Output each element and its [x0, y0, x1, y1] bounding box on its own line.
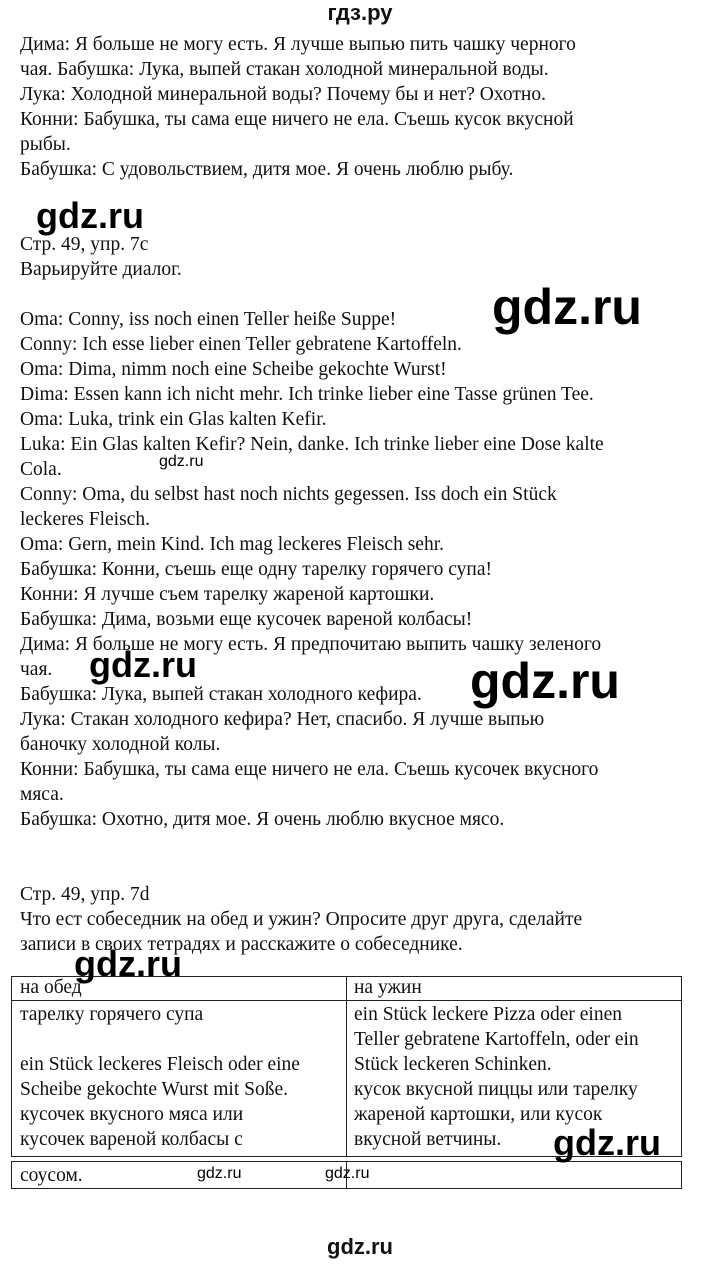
dialog-line: Conny: Ich esse lieber einen Teller gebratene Kartoffeln.: [20, 334, 462, 355]
watermark: gdz.ru: [553, 1122, 661, 1163]
table-cell: вкусной ветчины.: [354, 1129, 502, 1150]
text-line: рыбы.: [20, 134, 71, 155]
table-cell: ein Stück leckeres Fleisch oder eine: [20, 1054, 300, 1075]
dialog-line: Конни: Я лучше съем тарелку жареной картошки.: [20, 584, 435, 605]
table-cell: соусом.: [20, 1165, 83, 1186]
dialog-line: Luka: Ein Glas kalten Kefir? Nein, danke. Ich trinke lieber eine Dose kalte: [20, 434, 604, 455]
dialog-line: Dima: Essen kann ich nicht mehr. Ich trinke lieber eine Tasse grünen Tee.: [20, 384, 594, 405]
dialog-line: Oma: Conny, iss noch einen Teller heiße Suppe!: [20, 309, 397, 330]
watermark: gdz.ru: [89, 644, 197, 685]
text-line: Дима: Я больше не могу есть. Я лучше выпью пить чашку черного: [20, 34, 576, 55]
table-header-dinner: на ужин: [354, 977, 422, 998]
table-cell: Teller gebratene Kartoffeln, oder ein: [354, 1029, 639, 1050]
dialog-line: чая.: [20, 659, 53, 680]
table-cell: тарелку горячего супа: [20, 1004, 204, 1025]
dialog-line: Дима: Я больше не могу есть. Я предпочитаю выпить чашку зеленого: [20, 634, 602, 655]
section-heading: Стр. 49, упр. 7c: [20, 234, 149, 255]
text-line: Лука: Холодной минеральной воды? Почему бы и нет? Охотно.: [20, 84, 546, 105]
table-cell: Scheibe gekochte Wurst mit Soße.: [20, 1079, 289, 1100]
site-header: гдз.ру: [327, 0, 393, 25]
dialog-line: Бабушка: Дима, возьми еще кусочек вареной колбасы!: [20, 609, 473, 630]
dialog-line: баночку холодной колы.: [20, 734, 221, 755]
watermark: gdz.ru: [470, 653, 620, 709]
dialog-line: Cola.: [20, 459, 62, 480]
dialog-line: Бабушка: Конни, съешь еще одну тарелку горячего супа!: [20, 559, 492, 580]
table-header-lunch: на обед: [20, 977, 82, 998]
watermark: gdz.ru: [159, 453, 204, 470]
table-cell: кусочек вкусного мяса или: [20, 1104, 244, 1125]
dialog-line: Oma: Gern, mein Kind. Ich mag leckeres Fleisch sehr.: [20, 534, 445, 555]
dialog-line: Oma: Dima, nimm noch eine Scheibe gekochte Wurst!: [20, 359, 447, 380]
watermark: gdz.ru: [36, 195, 144, 236]
site-footer: gdz.ru: [327, 1234, 393, 1259]
watermark: gdz.ru: [197, 1165, 242, 1182]
section-heading: Стр. 49, упр. 7d: [20, 884, 150, 905]
table-divider: [346, 976, 347, 1157]
watermark: gdz.ru: [74, 943, 182, 984]
dialog-line: Бабушка: Охотно, дитя мое. Я очень люблю вкусное мясо.: [20, 809, 505, 830]
task-instruction: Что ест собеседник на обед и ужин? Опросите друг друга, сделайте: [20, 909, 583, 930]
table-cell: жареной картошки, или кусок: [354, 1104, 603, 1125]
table-cell: кусочек вареной колбасы с: [20, 1129, 243, 1150]
dialog-line: мяса.: [20, 784, 64, 805]
text-line: Конни: Бабушка, ты сама еще ничего не ела. Съешь кусок вкусной: [20, 109, 574, 130]
text-line: Бабушка: С удовольствием, дитя мое. Я очень люблю рыбу.: [20, 159, 514, 180]
watermark: gdz.ru: [492, 279, 642, 335]
task-instruction: записи в своих тетрадях и расскажите о собеседнике.: [20, 934, 463, 955]
dialog-line: Бабушка: Лука, выпей стакан холодного кефира.: [20, 684, 422, 705]
dialog-line: Oma: Luka, trink ein Glas kalten Kefir.: [20, 409, 327, 430]
dialog-line: Конни: Бабушка, ты сама еще ничего не ела. Съешь кусочек вкусного: [20, 759, 599, 780]
text-line: чая. Бабушка: Лука, выпей стакан холодной минеральной воды.: [20, 59, 549, 80]
dialog-line: leckeres Fleisch.: [20, 509, 150, 530]
table-cell: Stück leckeren Schinken.: [354, 1054, 552, 1075]
watermark: gdz.ru: [325, 1165, 370, 1182]
dialog-line: Conny: Oma, du selbst hast noch nichts gegessen. Iss doch ein Stück: [20, 484, 557, 505]
dialog-line: Лука: Стакан холодного кефира? Нет, спасибо. Я лучше выпью: [20, 709, 545, 730]
task-instruction: Варьируйте диалог.: [20, 259, 182, 280]
table-cell: кусок вкусной пиццы или тарелку: [354, 1079, 638, 1100]
table-cell: ein Stück leckere Pizza oder einen: [354, 1004, 623, 1025]
